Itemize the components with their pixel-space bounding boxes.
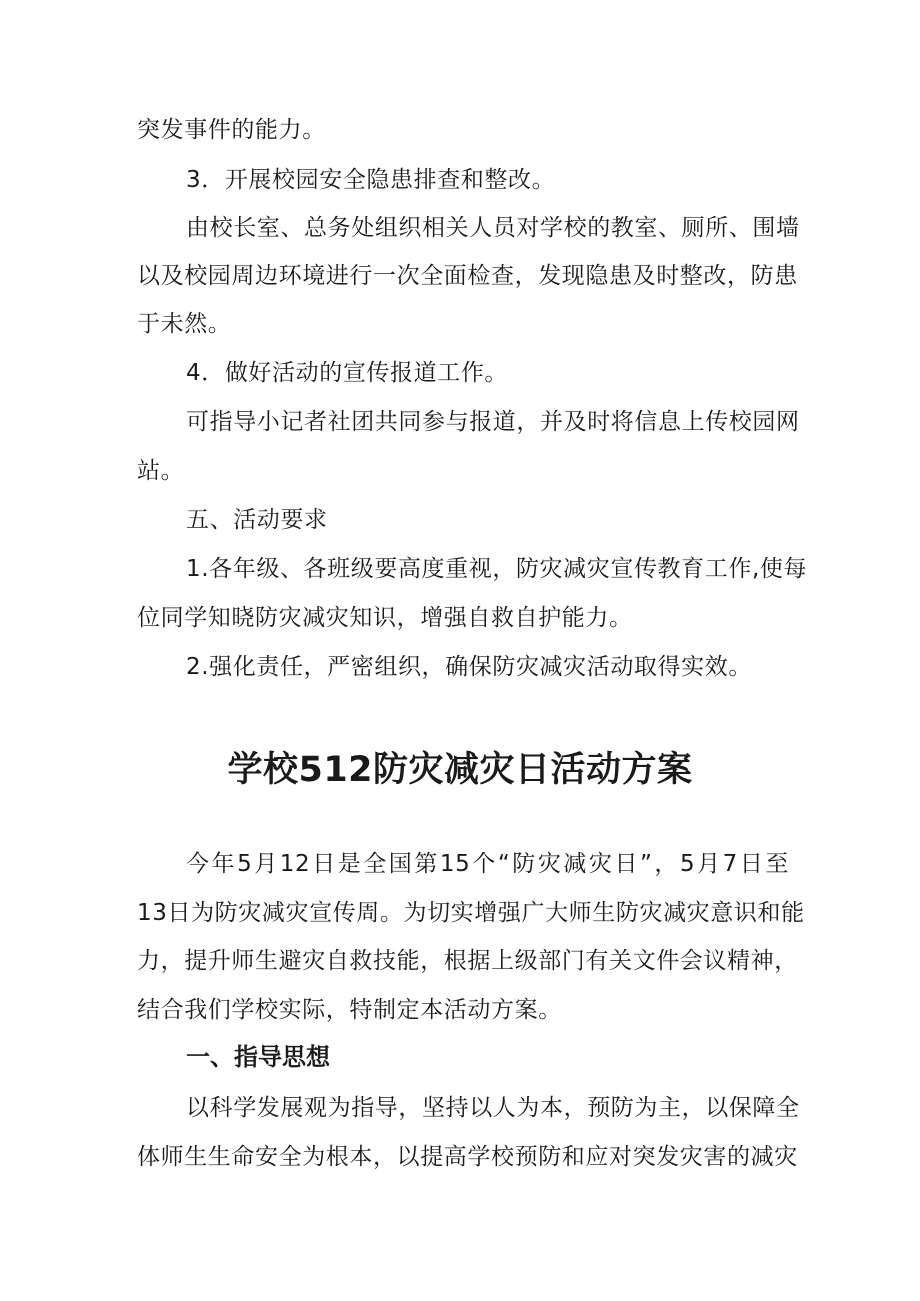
item-3-body-line-3: 于未然。 <box>137 311 232 337</box>
item-4-body-line-2: 站。 <box>137 458 185 484</box>
requirement-2: 2.强化责任，严密组织，确保防灾减灾活动取得实效。 <box>186 654 752 680</box>
intro-line-3: 力，提升师生避灾自救技能，根据上级部门有关文件会议精神， <box>137 948 798 974</box>
document-title: 学校512防灾减灾日活动方案 <box>227 750 693 790</box>
guide-line-2: 体师生生命安全为根本，以提高学校预防和应对突发灾害的减灾 <box>137 1144 798 1170</box>
intro-line-2: 13日为防灾减灾宣传周。为切实增强广大师生防灾减灾意识和能 <box>137 900 805 926</box>
item-3-title: 3．开展校园安全隐患排查和整改。 <box>186 167 556 193</box>
text-line-prev-ending: 突发事件的能力。 <box>137 117 326 143</box>
section-5-heading: 五、活动要求 <box>186 507 328 533</box>
item-4-body-line-1: 可指导小记者社团共同参与报道，并及时将信息上传校园网 <box>186 409 800 435</box>
guide-line-1: 以科学发展观为指导，坚持以人为本，预防为主，以保障全 <box>186 1095 800 1121</box>
section-1-heading: 一、指导思想 <box>186 1043 330 1071</box>
item-3-body-line-1: 由校长室、总务处组织相关人员对学校的教室、厕所、围墙 <box>186 215 800 241</box>
intro-line-1: 今年5月12日是全国第15个“防灾减灾日”，5月7日至 <box>186 851 789 877</box>
item-4-title: 4．做好活动的宣传报道工作。 <box>186 360 509 386</box>
requirement-1-line-2: 位同学知晓防灾减灾知识，增强自救自护能力。 <box>137 605 633 631</box>
item-3-body-line-2: 以及校园周边环境进行一次全面检查，发现隐患及时整改，防患 <box>137 263 798 289</box>
intro-line-4: 结合我们学校实际，特制定本活动方案。 <box>137 997 562 1023</box>
requirement-1-line-1: 1.各年级、各班级要高度重视，防灾减灾宣传教育工作,使每 <box>186 556 808 582</box>
